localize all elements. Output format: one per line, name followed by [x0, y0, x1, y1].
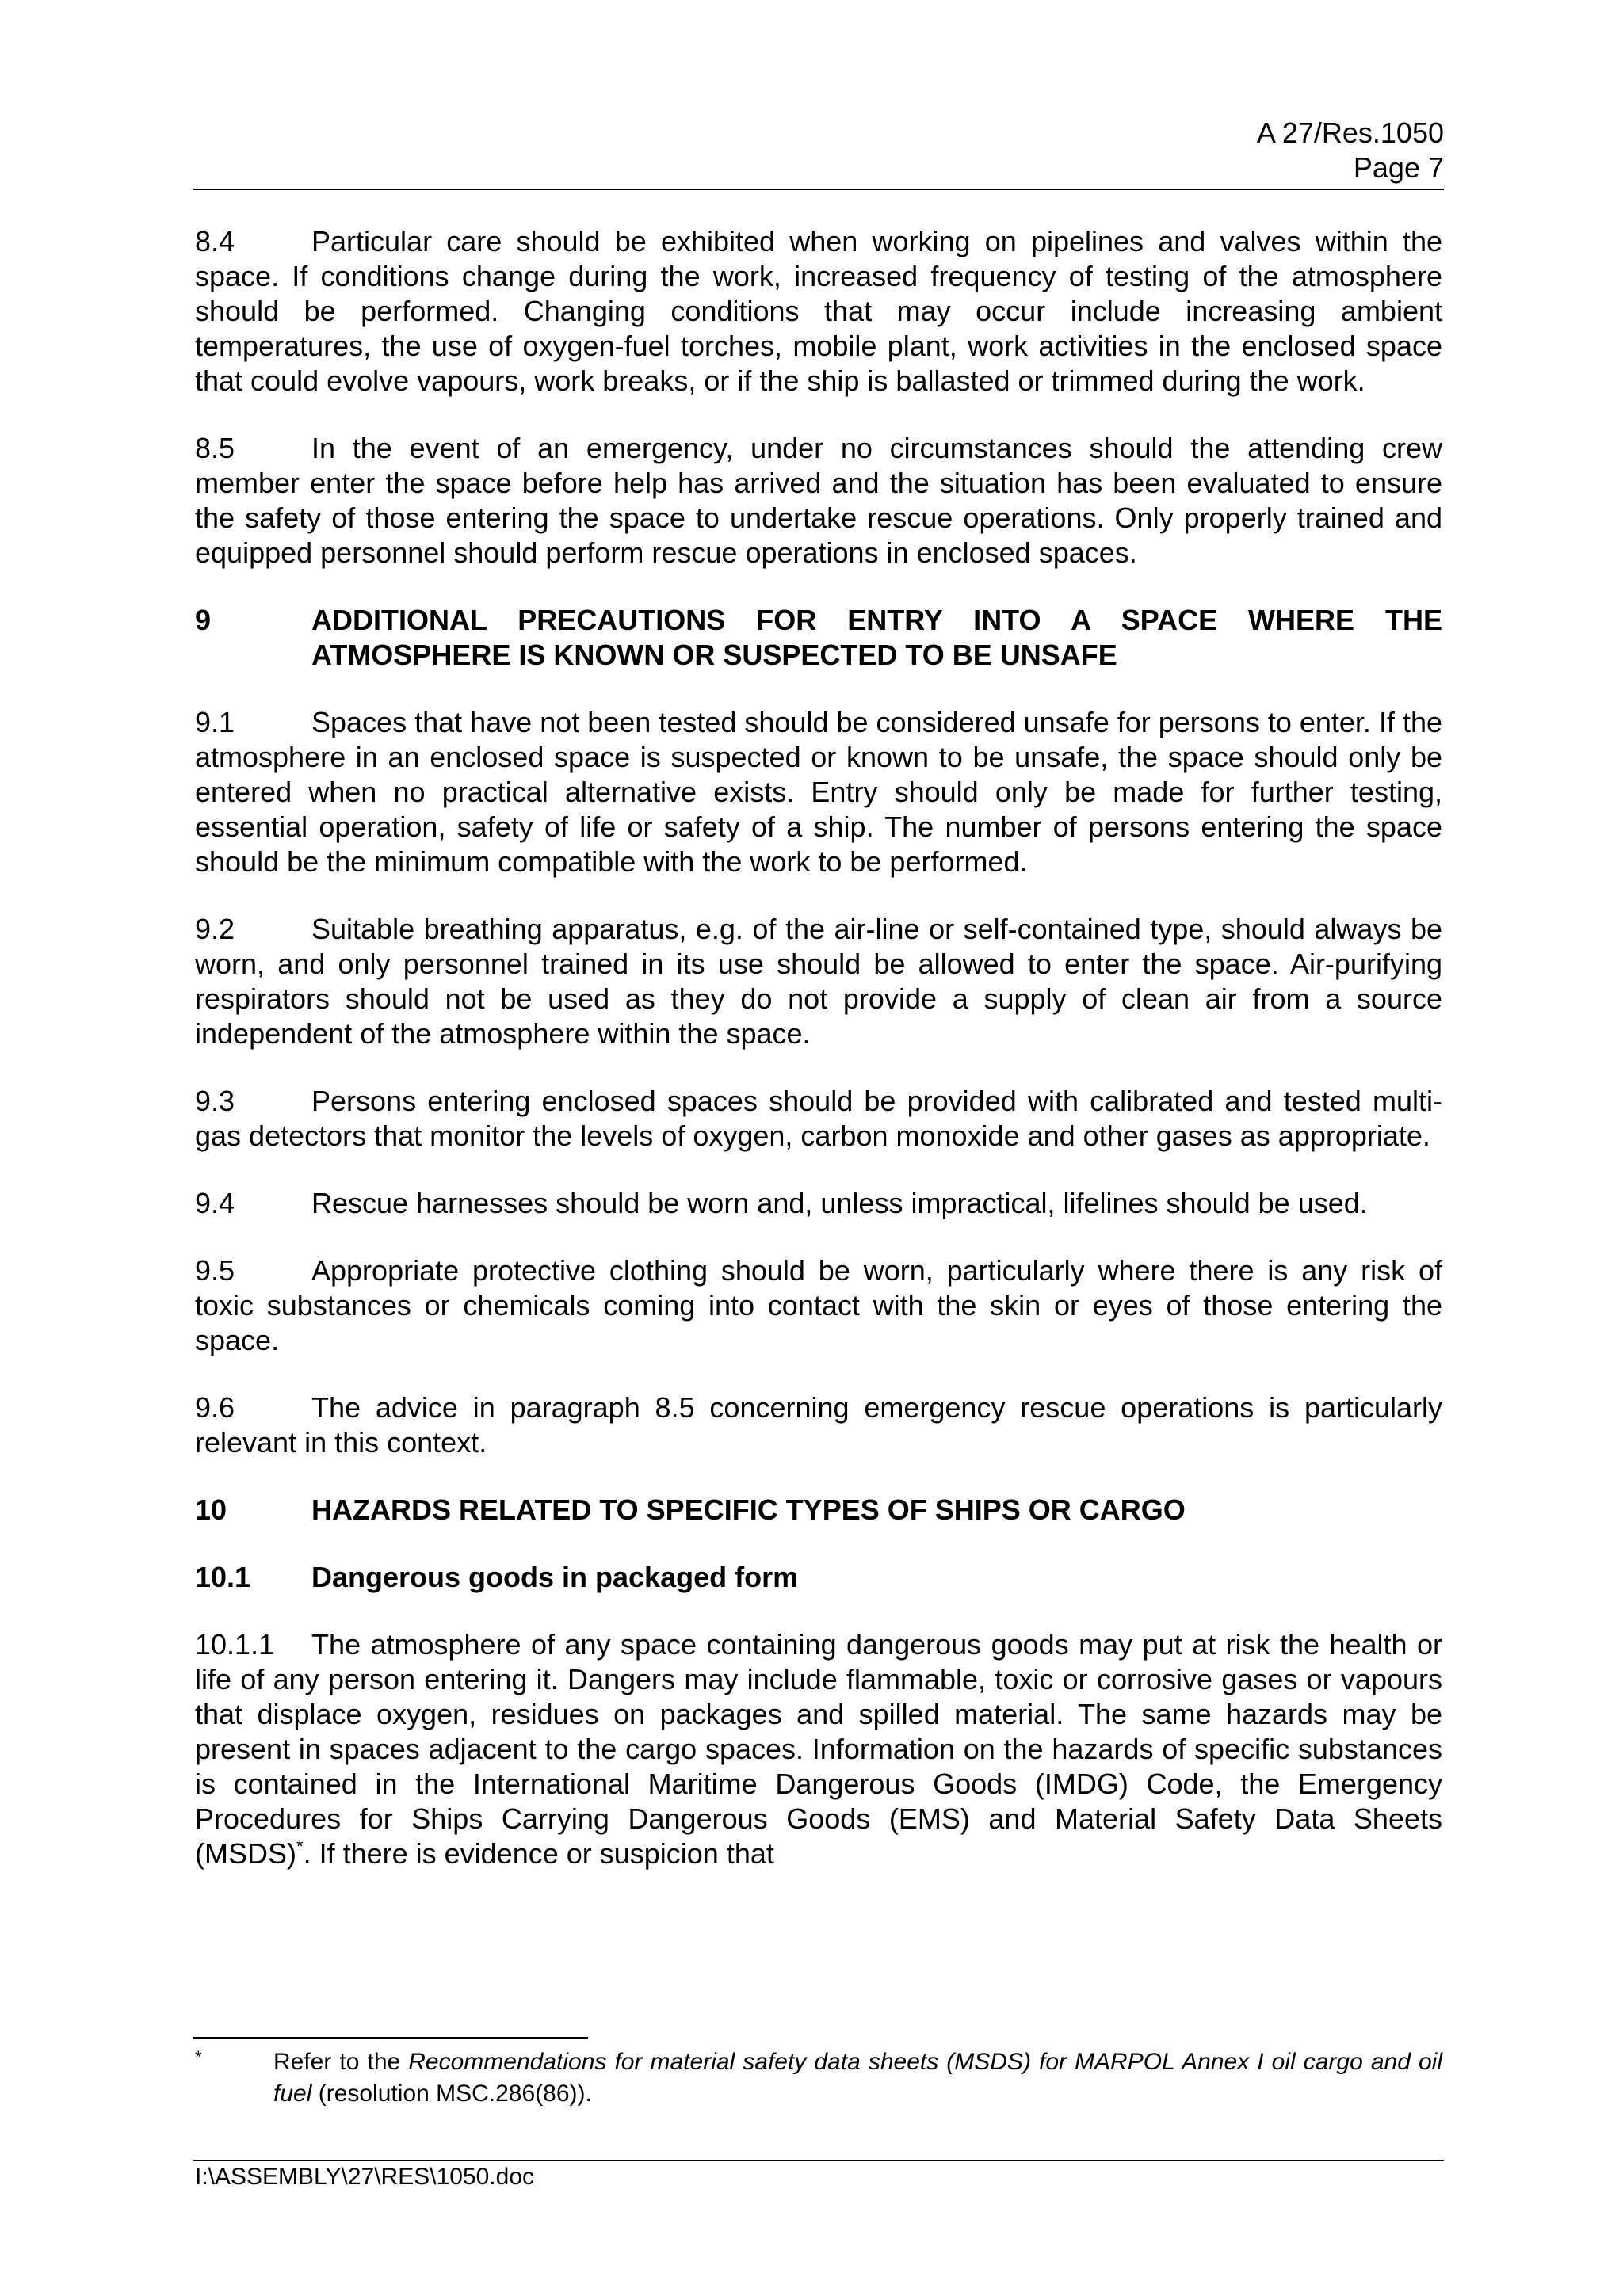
paragraph-text: In the event of an emergency, under no circumstances should the attending crew member enter the space before help has arrived and the situation has been evaluated to ensure the safety of those entering the space to undertake rescue operations. Only properly trained and equipped personnel should perform rescue operations in enclosed spaces.	[195, 432, 1442, 569]
paragraph-number: 10.1.1	[195, 1628, 275, 1661]
heading-text: Dangerous goods in packaged form	[311, 1561, 799, 1593]
document-reference: A 27/Res.1050	[1256, 116, 1444, 149]
footnote-title: Recommendations for material safety data sheets (MSDS) for MARPOL Annex I oil cargo and oil fuel	[273, 2049, 1442, 2107]
paragraph-number: 9.1	[195, 706, 235, 738]
heading-text: ADDITIONAL PRECAUTIONS FOR ENTRY INTO A SPACE WHERE THE ATMOSPHERE IS KNOWN OR SUSPECTED TO BE UNSAFE	[311, 604, 1442, 671]
paragraph-9-6	[195, 1390, 1442, 1460]
footer-rule	[193, 2160, 1444, 2161]
paragraph-text: Particular care should be exhibited when working on pipelines and valves within the space. If conditions change during the work, increased frequency of testing of the atmosphere should be performed. Changing conditions that may occur include increasing ambient temperatures, the use of oxygen-fuel torches, mobile plant, work activities in the enclosed space that could evolve vapours, work breaks, or if the ship is ballasted or trimmed during the work.	[195, 225, 1442, 397]
paragraph-text-continued: . If there is evidence or suspicion that	[303, 1837, 774, 1870]
footnote-prefix: Refer to the	[273, 2049, 409, 2075]
footnote-reference[interactable]: *	[296, 1836, 304, 1856]
header-rule	[193, 189, 1444, 190]
footnote-text	[273, 2046, 1442, 2110]
paragraph-text: Persons entering enclosed spaces should be provided with calibrated and tested multi-gas detectors that monitor the levels of oxygen, carbon monoxide and other gases as appropriate.	[195, 1085, 1442, 1152]
page-number: Page 7	[1353, 151, 1444, 184]
paragraph-9-4	[195, 1186, 1442, 1221]
footnote	[195, 2046, 1442, 2110]
paragraph-number: 9.3	[195, 1085, 235, 1117]
page-footer	[195, 2162, 534, 2192]
paragraph-number: 9.6	[195, 1391, 235, 1424]
paragraph-text: Appropriate protective clothing should be worn, particularly where there is any risk of toxic substances or chemicals coming into contact with the skin or eyes of those entering the space.	[195, 1254, 1442, 1356]
paragraph-10-1-1	[195, 1627, 1442, 1871]
paragraph-number: 9.2	[195, 913, 235, 945]
heading-section-9	[195, 603, 1442, 673]
paragraph-number: 8.5	[195, 432, 235, 464]
paragraph-9-5	[195, 1253, 1442, 1358]
paragraph-8-5	[195, 431, 1442, 570]
footnote-suffix: (resolution MSC.286(86)).	[311, 2081, 592, 2107]
heading-number: 9	[195, 604, 212, 636]
paragraph-text: Rescue harnesses should be worn and, unless impractical, lifelines should be used.	[311, 1187, 1368, 1219]
paragraph-9-2	[195, 912, 1442, 1051]
paragraph-number: 9.5	[195, 1254, 235, 1287]
paragraph-9-1	[195, 705, 1442, 879]
paragraph-number: 9.4	[195, 1187, 235, 1219]
heading-number: 10.1	[195, 1561, 251, 1593]
paragraph-text: Suitable breathing apparatus, e.g. of the air-line or self-contained type, should always be worn, and only personnel trained in its use should be allowed to enter the space. Air-purifying respirators should not be used as they do not provide a supply of clean air from a source independent of the atmosphere within the space.	[195, 913, 1442, 1050]
paragraph-number: 8.4	[195, 225, 235, 257]
page-header	[193, 116, 1444, 185]
paragraph-text: Spaces that have not been tested should be considered unsafe for persons to enter. If the atmosphere in an enclosed space is suspected or known to be unsafe, the space should only be entered when no practical alternative exists. Entry should only be made for further testing, essential operation, safety of life or safety of a ship. The number of persons entering the space should be the minimum compatible with the work to be performed.	[195, 706, 1442, 878]
document-body	[195, 224, 1442, 1904]
paragraph-9-3	[195, 1084, 1442, 1154]
heading-number: 10	[195, 1493, 227, 1526]
footnote-separator	[193, 2037, 588, 2039]
paragraph-text: The advice in paragraph 8.5 concerning emergency rescue operations is particularly relevant in this context.	[195, 1391, 1442, 1459]
footnote-mark: *	[195, 2047, 202, 2067]
paragraph-text: The atmosphere of any space containing dangerous goods may put at risk the health or life of any person entering it. Dangers may include flammable, toxic or corrosive gases or vapours that displace oxygen, residues on packages and spilled material. The same hazards may be present in spaces adjacent to the cargo spaces. Information on the hazards of specific substances is contained in the International Maritime Dangerous Goods (IMDG) Code, the Emergency Procedures for Ships Carrying Dangerous Goods (EMS) and Material Safety Data Sheets (MSDS)	[195, 1628, 1442, 1870]
heading-text: HAZARDS RELATED TO SPECIFIC TYPES OF SHIPS OR CARGO	[311, 1493, 1186, 1526]
heading-section-10-1	[195, 1560, 1442, 1595]
file-path: I:\ASSEMBLY\27\RES\1050.doc	[195, 2164, 535, 2190]
paragraph-8-4	[195, 224, 1442, 399]
heading-section-10	[195, 1493, 1442, 1527]
